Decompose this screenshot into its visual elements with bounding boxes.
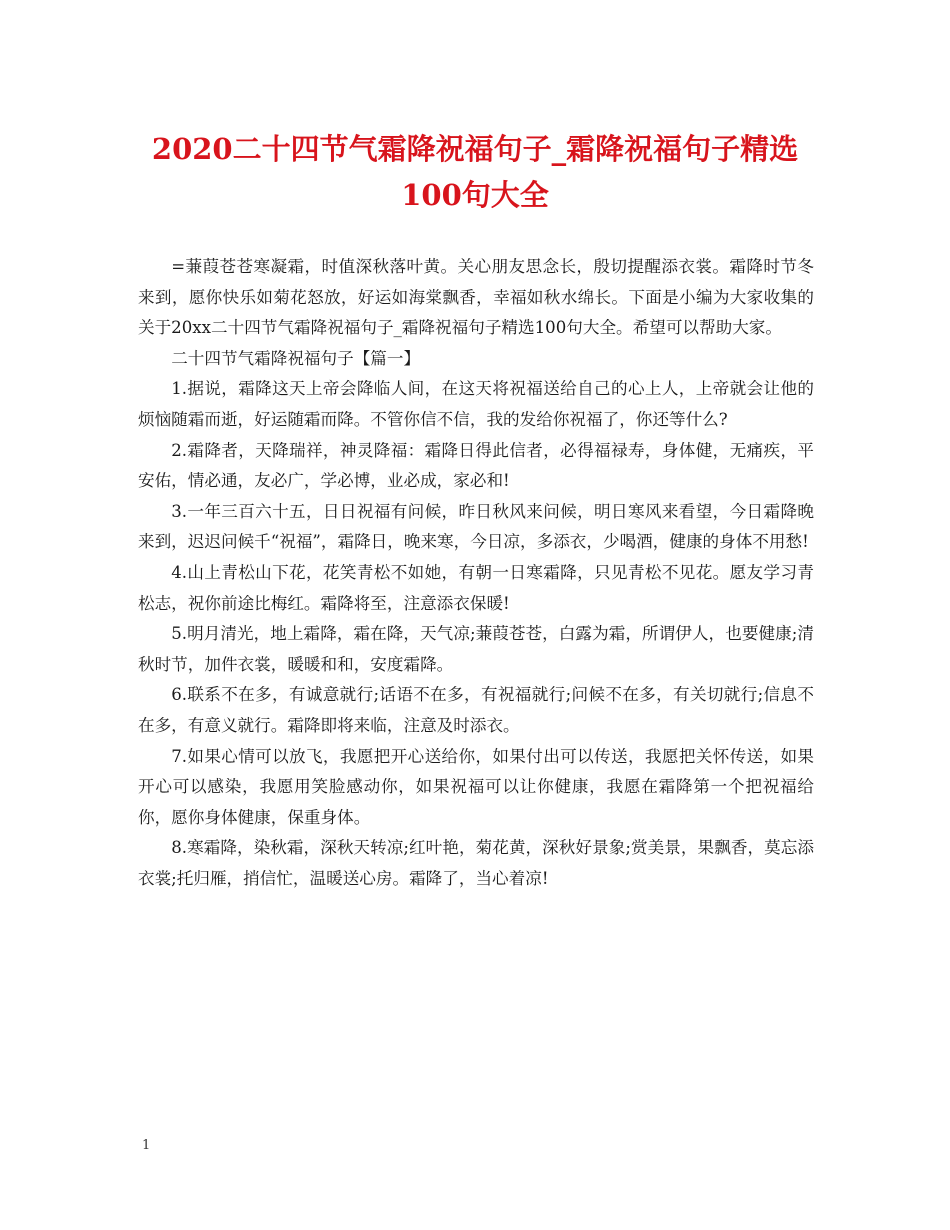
paragraph-item-5: 5.明月清光，地上霜降，霜在降，天气凉;蒹葭苍苍，白露为霜，所谓伊人，也要健康;清秋时节，加件衣裳，暖暖和和，安度霜降。 [138, 624, 814, 674]
paragraph-item-8: 8.寒霜降，染秋霜，深秋天转凉;红叶艳，菊花黄，深秋好景象;赏美景，果飘香，莫忘添衣裳;托归雁，捎信忙，温暖送心房。霜降了，当心着凉! [138, 838, 814, 888]
paragraph-item-6: 6.联系不在多，有诚意就行;话语不在多，有祝福就行;问候不在多，有关切就行;信息不在多，有意义就行。霜降即将来临，注意及时添衣。 [138, 685, 814, 735]
page-number: 1 [142, 1138, 151, 1153]
paragraph-item-2: 2.霜降者，天降瑞祥，神灵降福：霜降日得此信者，必得福禄寿，身体健，无痛疾，平安佑，情必通，友必广，学必博，业必成，家必和! [138, 440, 814, 491]
paragraph-item-1: 1.据说，霜降这天上帝会降临人间，在这天将祝福送给自己的心上人，上帝就会让他的烦恼随霜而逝，好运随霜而降。不管你信不信，我的发给你祝福了，你还等什么? [138, 379, 814, 429]
paragraph-item-3: 3.一年三百六十五，日日祝福有问候，昨日秋风来问候，明日寒风来看望，今日霜降晚来到，迟迟问候千“祝福”，霜降日，晚来寒，今日凉，多添衣，少喝酒，健康的身体不用愁! [138, 501, 814, 552]
document-body [138, 252, 814, 894]
document-title: 2020二十四节气霜降祝福句子_霜降祝福句子精选100句大全 [151, 132, 799, 212]
paragraph-item-7: 7.如果心情可以放飞，我愿把开心送给你，如果付出可以传送，我愿把关怀传送，如果开心可以感染，我愿用笑脸感动你，如果祝福可以让你健康，我愿在霜降第一个把祝福给你，愿你身体健康，保重身体。 [138, 746, 814, 827]
section-heading: 二十四节气霜降祝福句子【篇一】 [171, 348, 421, 368]
paragraph-item-4: 4.山上青松山下花，花笑青松不如她，有朝一日寒霜降，只见青松不见花。愿友学习青松志，祝你前途比梅红。霜降将至，注意添衣保暖! [138, 562, 814, 613]
paragraph-intro: =蒹葭苍苍寒凝霜，时值深秋落叶黄。关心朋友思念长，殷切提醒添衣裳。霜降时节冬来到，愿你快乐如菊花怒放，好运如海棠飘香，幸福如秋水绵长。下面是小编为大家收集的关于20xx二十四节气霜降祝福句子_霜降祝福句子精选100句大全。希望可以帮助大家。 [138, 257, 814, 338]
